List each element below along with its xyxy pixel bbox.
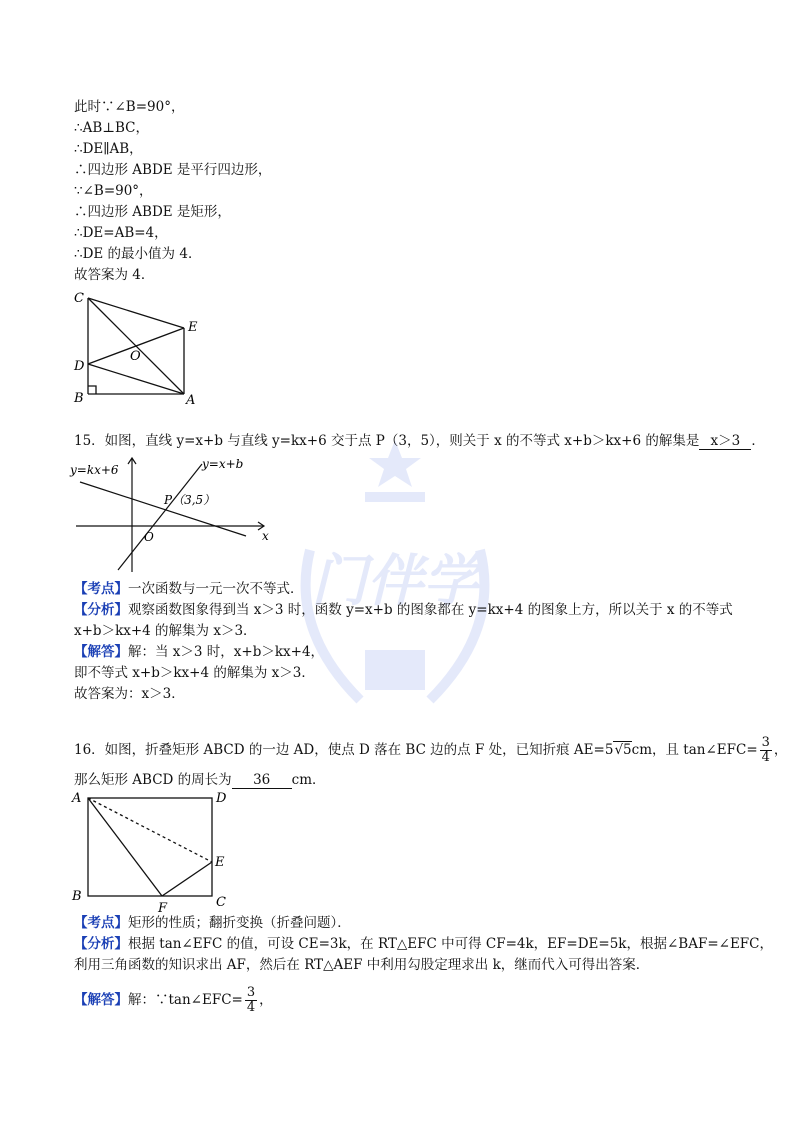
q16-sqrt: √5: [614, 742, 632, 758]
segment-af: [88, 798, 162, 896]
jieda-tag: 【解答】: [74, 992, 128, 1008]
label-e: E: [215, 855, 225, 870]
q16-sqrt-value: 5: [623, 742, 632, 758]
fold-crease-ae: [88, 798, 212, 862]
kaodian-tag: 【考点】: [74, 915, 128, 931]
q16-question-end: ，: [773, 742, 788, 758]
label-a: A: [186, 393, 196, 408]
q15-graph: [68, 454, 278, 574]
q15-answer-blank: x＞3: [699, 434, 751, 450]
fenxi-text: 根据 tan∠EFC 的值，可设 CE=3k，在 RT△EFC 中可得 CF=4k，EF=DE=5k，根据∠BAF=∠EFC，: [128, 936, 774, 952]
solution-line: ∴四边形 ABDE 是平行四边形，: [74, 162, 272, 178]
q16-question-text: 16．如图，折叠矩形 ABCD 的一边 AD，使点 D 落在 BC 边的点 F 处，已知折痕 AE=5: [74, 742, 614, 758]
label-b: B: [72, 889, 82, 904]
label-line-kx6: y=kx+6: [70, 463, 119, 477]
right-angle-mark: [88, 386, 96, 394]
q15-question-text: 15．如图，直线 y=x+b 与直线 y=kx+6 交于点 P（3，5），则关于 x 的不等式 x+b＞kx+6 的解集是: [74, 433, 700, 449]
fraction-denominator: 4: [761, 750, 770, 765]
q15-question-end: ．: [751, 433, 765, 449]
fraction-numerator: 3: [761, 735, 770, 750]
solution-line: 故答案为 4．: [74, 267, 155, 283]
solution-line: ∴DE 的最小值为 4．: [74, 246, 202, 262]
q16-figure-rectangle: [68, 788, 238, 914]
q16-question-text-3: 那么矩形 ABCD 的周长为: [74, 772, 232, 788]
label-d: D: [216, 791, 227, 806]
kaodian-text: 一次函数与一元一次不等式．: [128, 581, 304, 597]
solution-line: ∵∠B=90°，: [74, 183, 153, 199]
solution-line: ∴DE=AB=4，: [74, 225, 168, 241]
q16-question-end-2: cm．: [291, 772, 326, 788]
q15-jieda: [74, 643, 324, 661]
q15-question: [74, 432, 765, 450]
figure-rectangle-abde: [68, 288, 208, 408]
label-x: x: [262, 529, 269, 543]
label-b: B: [74, 391, 84, 406]
label-a: A: [72, 791, 82, 806]
fenxi-tag: 【分析】: [74, 936, 128, 952]
solution-line: ∴DE∥AB，: [74, 141, 143, 157]
solution-line: ∴AB⊥BC，: [74, 120, 149, 136]
q15-kaodian: [74, 580, 304, 598]
q15-jieda-final: 故答案为：x＞3．: [74, 686, 185, 702]
label-e: E: [188, 320, 198, 335]
label-d: D: [74, 359, 85, 374]
q15-jieda-cont: 即不等式 x+b＞kx+4 的解集为 x＞3．: [74, 665, 315, 681]
rectangle-abcd: [88, 798, 212, 896]
fraction-denominator: 4: [246, 1000, 256, 1015]
jieda-tag: 【解答】: [74, 644, 128, 660]
label-origin: O: [144, 530, 154, 544]
jieda-end: ，: [259, 992, 273, 1008]
q16-jieda-fraction: [245, 986, 257, 1015]
label-c: C: [74, 291, 84, 306]
q16-fraction: [760, 736, 772, 765]
q16-question-text-2: cm，且 tan∠EFC=: [631, 742, 758, 758]
segment-fe: [162, 862, 212, 896]
label-point-p: P（3,5）: [164, 493, 216, 507]
solution-line: 此时∵∠B=90°，: [74, 99, 185, 115]
solution-line: ∴四边形 ABDE 是矩形，: [74, 204, 231, 220]
label-o: O: [130, 349, 141, 364]
fenxi-text: 观察函数图象得到当 x＞3 时，函数 y=x+b 的图象都在 y=kx+4 的图象上方，所以关于 x 的不等式: [128, 602, 733, 618]
q16-kaodian: [74, 914, 351, 932]
q16-answer-blank: 36: [232, 773, 292, 789]
watermark-text: 门伴学: [311, 548, 479, 614]
fenxi-tag: 【分析】: [74, 602, 128, 618]
fraction-numerator: 3: [246, 985, 256, 1000]
jieda-text: 解：∵tan∠EFC=: [128, 992, 243, 1008]
label-f: F: [158, 901, 168, 914]
q15-fenxi: [74, 601, 733, 619]
kaodian-tag: 【考点】: [74, 581, 128, 597]
watermark-logo: [270, 430, 520, 730]
line-kx-plus-6: [80, 482, 246, 536]
kaodian-text: 矩形的性质；翻折变换（折叠问题）．: [128, 915, 351, 931]
q16-question: [74, 736, 787, 765]
label-c: C: [216, 895, 226, 910]
label-line-xb: y=x+b: [202, 457, 244, 471]
q16-question-line2: [74, 771, 326, 789]
q16-jieda: [74, 986, 273, 1015]
q15-fenxi-cont: x+b＞kx+4 的解集为 x＞3．: [74, 623, 257, 639]
jieda-text: 解：当 x＞3 时，x+b＞kx+4，: [128, 644, 325, 660]
q16-fenxi-cont: 利用三角函数的知识求出 AF，然后在 RT△AEF 中利用勾股定理求出 k，继而代入可得出答案．: [74, 957, 650, 973]
q16-fenxi: [74, 935, 773, 953]
